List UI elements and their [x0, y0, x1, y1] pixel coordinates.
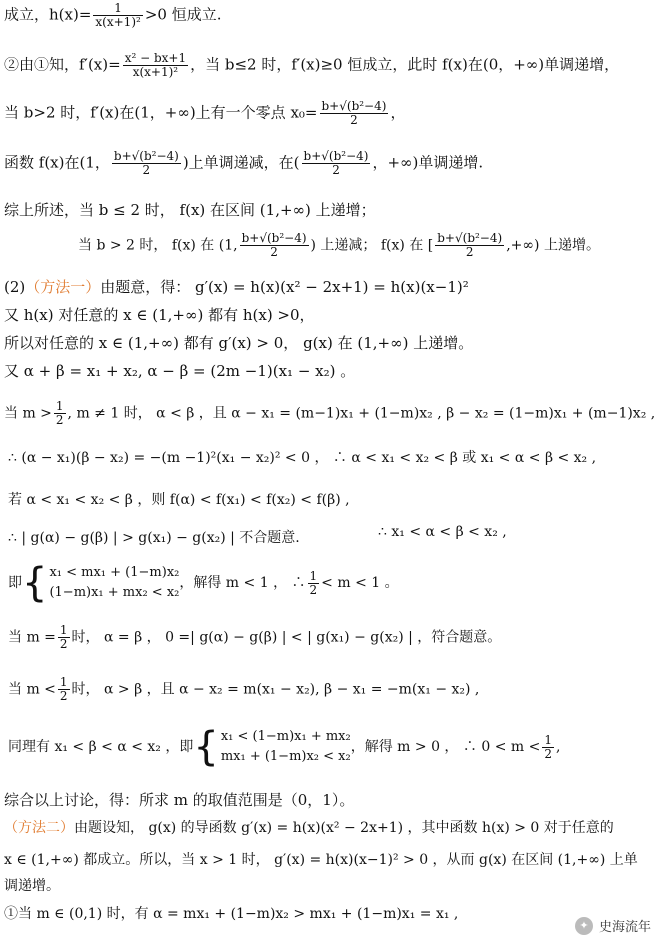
fraction: $\frac{\text{b+√(b²−4)}}{2}$	[321, 99, 387, 127]
line-22: 调递增。	[4, 878, 60, 894]
line-20: （方法二）由题设知， g(x) 的导函数 g′(x) = h(x)(x² − 2x+1) ，其中函数 h(x) > 0 对于任意的	[4, 820, 614, 836]
line-10: 又 α + β = x₁ + x₂, α − β = (2m −1)(x₁ − x₂) 。	[4, 362, 356, 380]
line-16: 当 m = $\frac{1}{2}$ 时， α = β ， 0 =| g(α) − g(β) | < | g(x₁) − g(x₂) | ，符合题意。	[8, 623, 502, 651]
method-two-label: （方法二）	[4, 820, 74, 836]
fraction: $\frac{1}{2}$	[544, 732, 552, 761]
line-13: 若 α < x₁ < x₂ < β ，则 f(α) < f(x₁) < f(x₂) < f(β) ,	[8, 492, 350, 508]
line-17: 当 m < $\frac{1}{2}$ 时， α > β ，且 α − x₂ = m(x₁ − x₂), β − x₁ = −m(x₁ − x₂) ,	[8, 675, 480, 703]
line-7: (2)（方法一）由题意，得： g′(x) = h(x)(x² − 2x+1) = h(x)(x−1)²	[4, 278, 469, 296]
line-1: 成立，h(x)= $\frac{1}{\text{x(x+1)²}}$ >0 恒成立.	[4, 1, 222, 29]
brace: {	[193, 724, 219, 770]
fraction: $\frac{\text{x² − bx+1}}{\text{x(x+1)²}}$	[124, 51, 187, 79]
line-11: 当 m > $\frac{1}{2}$ , m ≠ 1 时， α < β ，且 α − x₁ = (m−1)x₁ + (1−m)x₂ , β − x₂ = (1−m)x₁ + (m−1)x₂ ,	[4, 399, 656, 427]
fraction: $\frac{1}{2}$	[309, 568, 318, 597]
fraction: $\frac{\text{b+√(b²−4)}}{2}$	[241, 231, 307, 259]
line-18: 同理有 x₁ < β < α < x₂ ，即{ x₁ < (1−m)x₁ + mx₂ mx₁ + (1−m)x₂ < x₂ ，解得 m > 0 ， ∴ 0 < m < $\frac{1}{2}$ ,	[8, 724, 561, 770]
fraction: $\frac{\text{b+√(b²−4)}}{2}$	[113, 149, 179, 177]
method-one-label: （方法一）	[25, 278, 101, 296]
line-8: 又 h(x) 对任意的 x ∈ (1,+∞) 都有 h(x) >0，	[4, 306, 315, 324]
watermark-text: 史海流年	[598, 920, 651, 935]
fraction: $\frac{\text{b+√(b²−4)}}{2}$	[437, 231, 503, 259]
line-14: ∴ | g(α) − g(β) | > g(x₁) − g(x₂) | 不合题意.	[8, 530, 300, 546]
line-3: 当 b>2 时，f′(x)在(1，+∞)上有一个零点 x₀= $\frac{\text{b+√(b²−4)}}{2}$ ，	[4, 99, 406, 127]
fraction: $\frac{\text{b+√(b²−4)}}{2}$	[303, 149, 369, 177]
fraction: $\frac{1}{2}$	[59, 623, 68, 651]
line-23: ①当 m ∈ (0,1) 时，有 α = mx₁ + (1−m)x₂ > mx₁ + (1−m)x₁ = x₁ ,	[4, 906, 459, 922]
line-5: 综上所述，当 b ≤ 2 时， f(x) 在区间 (1,+∞) 上递增；	[4, 201, 376, 219]
line-6: 当 b > 2 时， f(x) 在 (1, $\frac{\text{b+√(b²−4)}}{2}$ ) 上递减； f(x) 在 [ $\frac{\text{b+√(b²−4)}}{2}$ ,+∞) 上递增。	[78, 231, 600, 259]
watermark	[575, 916, 651, 935]
fraction: $\frac{1}{2}$	[59, 675, 68, 703]
line-14b: ∴ x₁ < α < β < x₂ ,	[378, 524, 507, 540]
line-2: ②由①知，f′(x)= $\frac{\text{x² − bx+1}}{\text{x(x+1)²}}$ ，当 b≤2 时，f′(x)≥0 恒成立，此时 f(x)在(0，+∞)单调递增，	[4, 51, 620, 79]
inequality-system: x₁ < mx₁ + (1−m)x₂ (1−m)x₁ + mx₂ < x₂	[49, 565, 180, 600]
line-19: 综合以上讨论，得：所求 m 的取值范围是（0，1）。	[4, 791, 355, 809]
fraction: $\frac{1}{\text{x(x+1)²}}$	[95, 1, 141, 29]
inequality-system: x₁ < (1−m)x₁ + mx₂ mx₁ + (1−m)x₂ < x₂	[220, 729, 351, 764]
fraction: $\frac{1}{2}$	[55, 399, 64, 427]
line-12: ∴ (α − x₁)(β − x₂) = −(m −1)²(x₁ − x₂)² < 0 ， ∴ α < x₁ < x₂ < β 或 x₁ < α < β < x₂ ,	[8, 450, 597, 466]
line-4: 函数 f(x)在(1， $\frac{\text{b+√(b²−4)}}{2}$ )上单调递减，在( $\frac{\text{b+√(b²−4)}}{2}$ ，+∞)单调递增.	[4, 149, 484, 177]
line-15: 即{ x₁ < mx₁ + (1−m)x₂ (1−m)x₁ + mx₂ < x₂ ，解得 m < 1 ， ∴ $\frac{1}{2}$ < m < 1 。	[8, 560, 399, 606]
line-21: x ∈ (1,+∞) 都成立。所以，当 x > 1 时， g′(x) = h(x)(x−1)² > 0 ，从而 g(x) 在区间 (1,+∞) 上单	[4, 852, 638, 868]
wechat-icon: ✦	[575, 917, 593, 935]
line-9: 所以对任意的 x ∈ (1,+∞) 都有 g′(x) > 0， g(x) 在 (1,+∞) 上递增。	[4, 334, 474, 352]
brace: {	[22, 560, 48, 606]
